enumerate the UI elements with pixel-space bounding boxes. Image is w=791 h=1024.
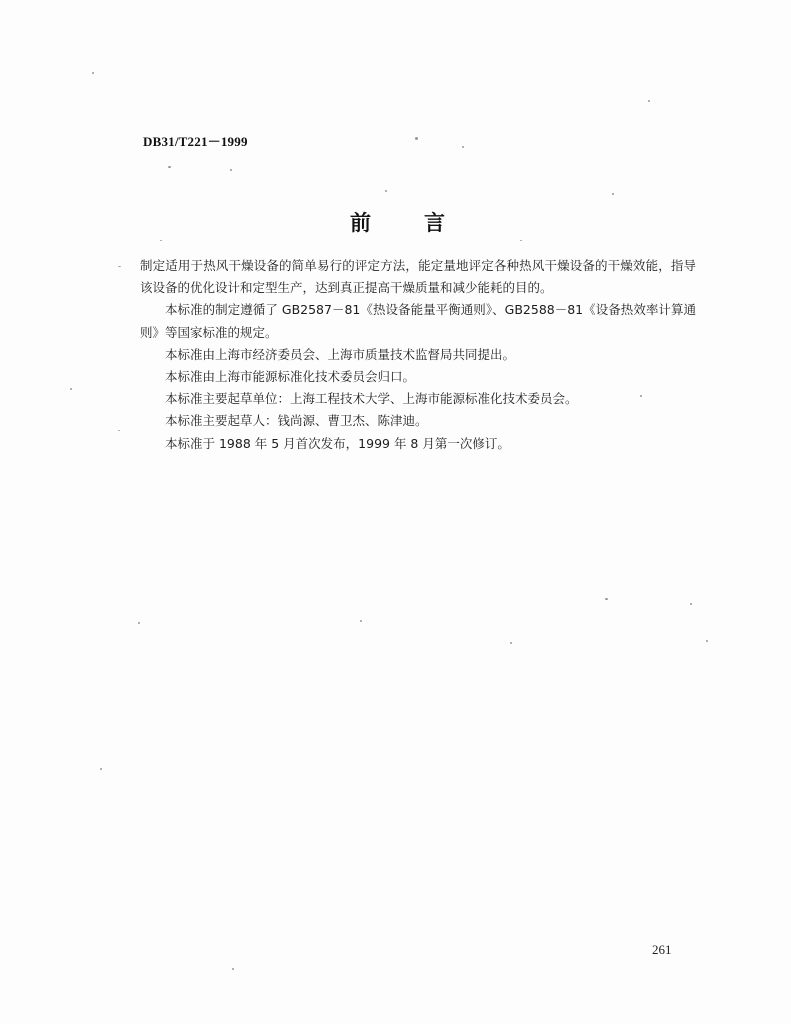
page-number: 261 xyxy=(652,942,672,957)
speck xyxy=(640,395,642,397)
title-char-1: 前 xyxy=(350,210,371,235)
speck xyxy=(160,240,162,241)
standard-code: DB31/T221－1999 xyxy=(143,134,248,149)
speck xyxy=(605,598,608,600)
speck xyxy=(462,146,464,148)
speck xyxy=(100,768,102,770)
speck xyxy=(360,620,362,622)
speck xyxy=(138,622,140,624)
speck xyxy=(520,240,522,241)
speck xyxy=(648,100,650,102)
speck xyxy=(118,266,121,267)
foreword-body xyxy=(140,255,696,455)
paragraph-drafters: 本标准主要起草人：钱尚源、曹卫杰、陈津迪。 xyxy=(165,413,428,429)
paragraph-administrator: 本标准由上海市能源标准化技术委员会归口。 xyxy=(165,369,416,385)
paragraph-drafting-units: 本标准主要起草单位：上海工程技术大学、上海市能源标准化技术委员会。 xyxy=(165,391,578,407)
title-char-2: 言 xyxy=(424,210,445,235)
speck xyxy=(118,430,120,431)
speck xyxy=(168,166,171,168)
paragraph-purpose: 制定适用于热风干燥设备的简单易行的评定方法，能定量地评定各种热风干燥设备的干燥效能，指导该设备的优化设计和定型生产，达到真正提高干燥质量和减少能耗的目的。 xyxy=(140,258,696,296)
speck xyxy=(92,72,94,74)
speck xyxy=(230,169,232,171)
speck xyxy=(70,388,72,390)
speck xyxy=(612,193,614,195)
speck xyxy=(690,603,692,605)
speck xyxy=(706,640,708,642)
paragraph-references: 本标准的制定遵循了 GB2587－81《热设备能量平衡通则》、GB2588－81《设备热效率计算通则》等国家标准的规定。 xyxy=(140,302,696,340)
speck xyxy=(415,137,418,140)
speck xyxy=(385,190,387,192)
speck xyxy=(510,642,512,644)
paragraph-proposer: 本标准由上海市经济委员会、上海市质量技术监督局共同提出。 xyxy=(165,346,516,362)
paragraph-history: 本标准于 1988 年 5 月首次发布，1999 年 8 月第一次修订。 xyxy=(165,435,510,451)
speck xyxy=(232,968,234,970)
